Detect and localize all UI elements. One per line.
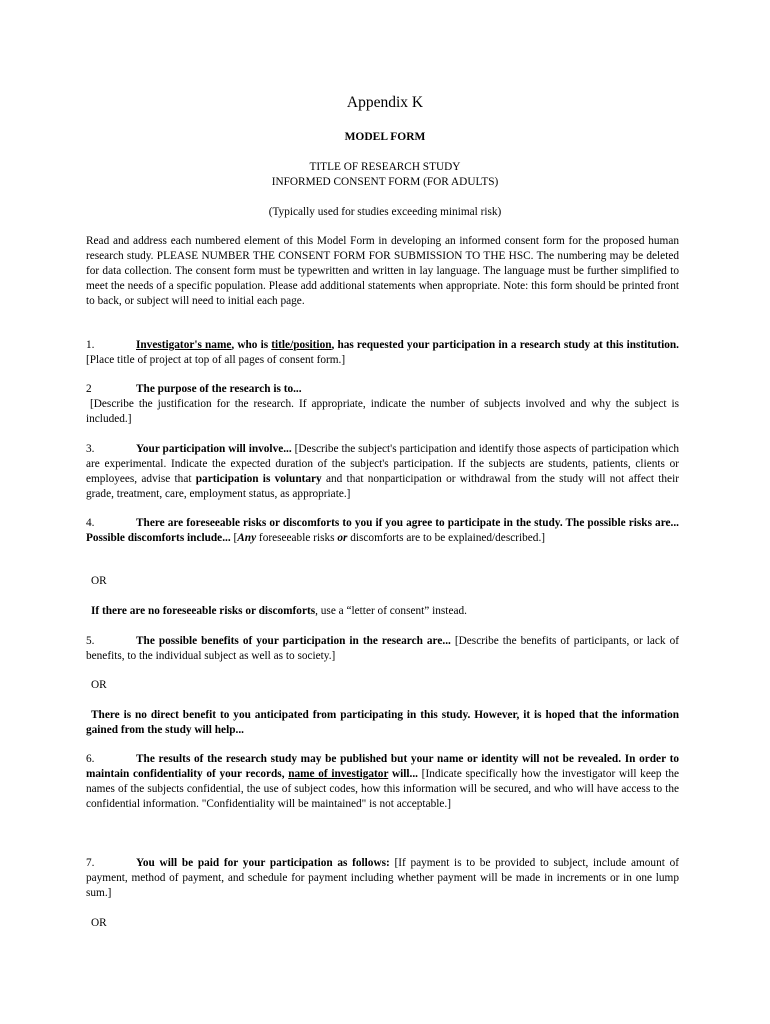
item-number: 7. — [86, 857, 95, 869]
or-separator: OR — [91, 917, 107, 929]
investigator-name-field: Investigator's name — [136, 339, 232, 351]
title-position-field: title/position — [271, 339, 332, 351]
or-separator: OR — [91, 575, 107, 587]
item-number: 2 — [86, 383, 92, 395]
or-separator: OR — [91, 679, 107, 691]
item-number: 4. — [86, 517, 95, 529]
item-2: 2 The purpose of the research is to... [Describe the justification for the research. If appropriate, indicate the number of subjects involved and why the subject is included.] — [86, 383, 679, 425]
model-form-heading: MODEL FORM — [344, 131, 426, 143]
item-1: 1. Investigator's name, who is title/position, has requested your participation in a research study at this institution. [Place title of project at top of all pages of consent form.] — [86, 339, 679, 366]
typically-used-note: (Typically used for studies exceeding minimal risk) — [268, 206, 502, 218]
item-number: 6. — [86, 753, 95, 765]
appendix-heading: Appendix K — [346, 94, 424, 111]
item-number: 1. — [86, 339, 95, 351]
title-line-2: INFORMED CONSENT FORM (FOR ADULTS) — [271, 176, 499, 188]
title-line-1: TITLE OF RESEARCH STUDY — [309, 161, 461, 173]
item-7: 7. You will be paid for your participation as follows: [If payment is to be provided to subject, include amount of payment, method of payment, and schedule for payment including whether payment will be made in increments or in one lump sum.] — [86, 857, 679, 899]
name-of-investigator-field: name of investigator — [288, 768, 389, 780]
item-number: 5. — [86, 635, 95, 647]
item-5: 5. The possible benefits of your participation in the research are... [Describe the benefits of participants, or lack of benefits, to the individual subject as well as to society.] — [86, 635, 679, 662]
item-number: 3. — [86, 443, 95, 455]
intro-paragraph: Read and address each numbered element of this Model Form in developing an informed consent form for the proposed human research study. PLEASE NUMBER THE CONSENT FORM FOR SUBMISSION TO THE HSC. The numbering may be deleted for data collection. The consent form must be typewritten and written in lay language. The language must be further simplified to meet the needs of a specific population. Please add additional statements when appropriate. Note: this form should be printed front to back, or subject will need to initial each page. — [86, 235, 679, 307]
item-3: 3. Your participation will involve... [Describe the subject's participation and identify those aspects of participation which are experimental. Indicate the expected duration of the subject's participation. If the subjects are students, patients, clients or employees, advise that participation is voluntary and that nonparticipation or withdrawal from the study will not affect their grade, treatment, care, employment status, as appropriate.] — [86, 443, 679, 500]
item-6: 6. The results of the research study may be published but your name or identity will not be revealed. In order to maintain confidentiality of your records, name of investigator will... [Indicate specifically how the investigator will keep the names of the subjects confidential, the use of subject codes, how this information will be secured, and who will have access to the confidential information. "Confidentiality will be maintained" is not acceptable.] — [86, 753, 679, 810]
item-4: 4. There are foreseeable risks or discomforts to you if you agree to participate in the study. The possible risks are... Possible discomforts include... [Any foreseeable risks or discomforts are to be explained/described.] — [86, 517, 679, 544]
no-risks-note: If there are no foreseeable risks or discomforts, use a “letter of consent” instead. — [91, 605, 467, 617]
no-benefit-note: There is no direct benefit to you anticipated from participating in this study. However, it is hoped that the information gained from the study will help... — [86, 709, 679, 736]
